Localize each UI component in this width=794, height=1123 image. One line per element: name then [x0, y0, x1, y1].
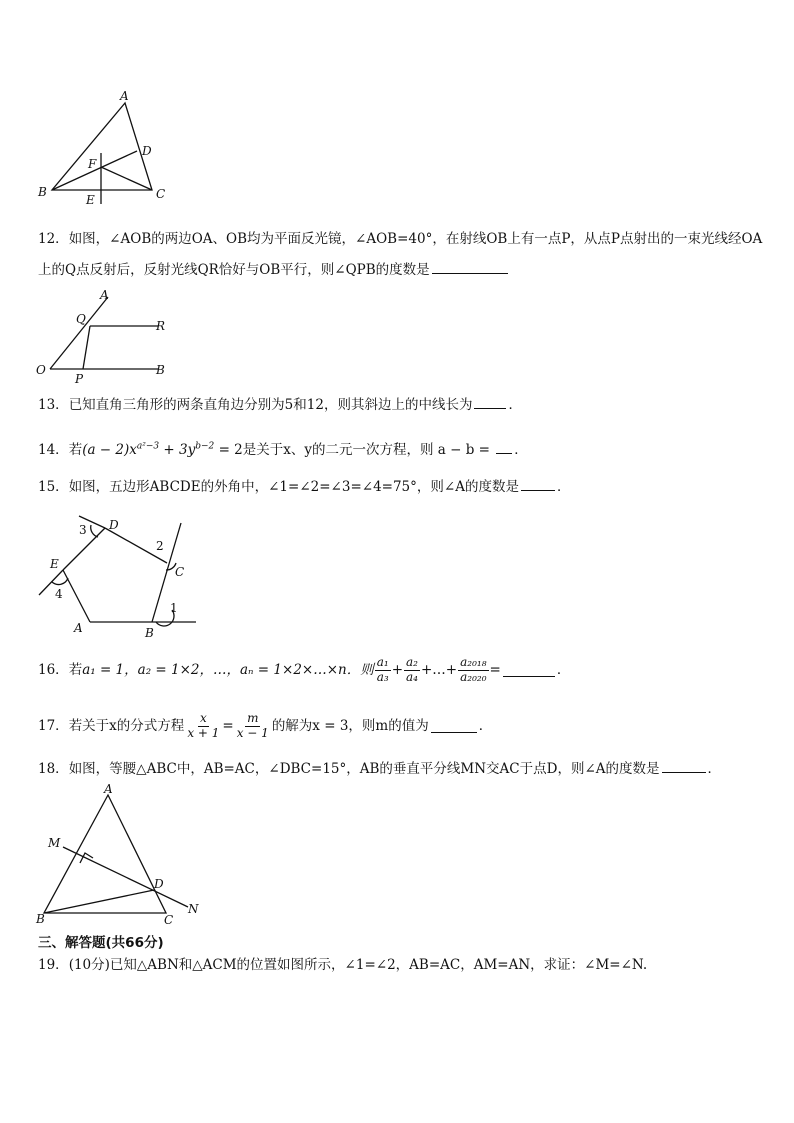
section-heading: 三、解答题(共66分)	[38, 935, 164, 951]
question-text: 已知直角三角形的两条直角边分别为5和12，则其斜边上的中线长为	[68, 397, 473, 413]
text: 若	[68, 442, 83, 458]
answer-blank[interactable]	[474, 396, 506, 409]
math-expr: =	[489, 662, 501, 679]
denominator: a₂₀₂₀	[460, 669, 487, 684]
punctuation: ．	[707, 761, 722, 777]
label-p: P	[75, 372, 84, 385]
numerator: m	[247, 711, 259, 725]
math-expr: aₙ = 1×2×…×n．则	[240, 662, 374, 679]
question-15	[38, 478, 570, 495]
fraction-right	[235, 712, 271, 741]
label-d: D	[154, 877, 164, 891]
fraction-left	[185, 712, 221, 741]
question-14	[38, 441, 528, 458]
question-text: 如图，∠AOB的两边OA、OB均为平面反光镜，∠AOB=40°，在射线OB上有一点P，从点P点射出的一束光线经OA	[68, 231, 763, 247]
label-a: A	[104, 782, 113, 796]
punctuation: ．	[508, 397, 522, 413]
denominator: a₃	[376, 669, 389, 684]
label-a: A	[100, 288, 109, 302]
label-o: O	[36, 363, 46, 377]
label-n: N	[188, 902, 199, 916]
question-text: 如图，五边形ABCDE的外角中，∠1=∠2=∠3=∠4=75°，则∠A的度数是	[68, 479, 519, 495]
question-text: (10分)已知△ABN和△ACM的位置如图所示，∠1=∠2，AB=AC，AM=AN，求证：∠M=∠N.	[68, 957, 648, 973]
question-text: 如图，等腰△ABC中，AB=AC，∠DBC=15°，AB的垂直平分线MN交AC于点D，则∠A的度数是	[68, 761, 660, 777]
question-12-line2	[38, 261, 510, 278]
figure-q18	[30, 780, 210, 928]
text: 若	[68, 662, 83, 679]
answer-blank[interactable]	[521, 478, 555, 491]
answer-blank[interactable]	[496, 441, 512, 454]
label-d: D	[142, 144, 152, 158]
label-b: B	[36, 912, 45, 926]
question-text: 是关于x、y的二元一次方程，则 a − b =	[242, 442, 495, 458]
punctuation: ．	[514, 442, 528, 458]
angle-label-4: 4	[55, 587, 63, 601]
question-number: 16．	[38, 662, 69, 679]
question-19	[38, 957, 647, 973]
answer-blank[interactable]	[431, 720, 477, 733]
angle-label-1: 1	[170, 601, 178, 615]
angle-label-2: 2	[156, 539, 164, 553]
math-expr: a₂ = 1×2，…，	[137, 662, 240, 679]
label-c: C	[175, 565, 185, 579]
question-number: 12．	[38, 231, 69, 247]
figure-q12	[30, 285, 180, 385]
question-16: 16． 若 a₁ = 1， a₂ = 1×2，…， aₙ = 1×2×…×n．则 $\frac{\text{a₁}}{\text{a₃}}$ + $\frac{\text{a₂}}{\text{a₄}}$ +…+ $\frac{\text{a₂₀₁₈}}{\text{a₂₀₂₀}}$ = ．	[38, 655, 571, 684]
label-e: E	[50, 557, 59, 571]
label-d: D	[109, 518, 119, 532]
denominator: x + 1	[187, 725, 220, 740]
math-expr: =	[222, 718, 234, 735]
denominator: a₄	[406, 669, 418, 684]
question-number: 19．	[38, 957, 69, 973]
label-a: A	[120, 89, 129, 103]
question-text: 的解为x = 3，则m的值为	[271, 718, 429, 735]
label-b: B	[38, 185, 47, 199]
punctuation: ．	[556, 662, 571, 679]
answer-blank[interactable]	[503, 664, 555, 677]
question-18	[38, 760, 721, 777]
label-c: C	[164, 913, 174, 927]
fraction-2	[404, 656, 420, 685]
label-r: R	[156, 319, 166, 333]
question-17	[38, 712, 492, 741]
question-text: 若关于x的分式方程	[68, 718, 185, 735]
label-f: F	[88, 157, 97, 171]
question-number: 13．	[38, 397, 69, 413]
label-a: A	[74, 621, 83, 635]
math-expr: +…+	[420, 662, 458, 679]
label-m: M	[48, 836, 61, 850]
question-13	[38, 396, 522, 413]
fraction-3	[458, 656, 488, 685]
punctuation: ．	[556, 479, 571, 495]
label-b: B	[145, 626, 154, 640]
label-c: C	[156, 187, 166, 201]
label-q: Q	[76, 312, 86, 326]
angle-label-3: 3	[79, 523, 87, 537]
numerator: a₂₀₁₈	[460, 655, 487, 669]
question-number: 14．	[38, 442, 69, 458]
question-number: 17．	[38, 718, 69, 735]
question-text: 上的Q点反射后，反射光线QR恰好与OB平行，则∠QPB的度数是	[38, 262, 430, 278]
math-expr: (a − 2)x	[82, 442, 137, 458]
label-e: E	[86, 193, 95, 207]
math-expr: + 3y	[159, 442, 196, 458]
question-12-line1	[38, 231, 762, 247]
figure-q11	[34, 88, 184, 210]
answer-blank[interactable]	[432, 261, 508, 274]
math-expr: a₁ = 1，	[82, 662, 138, 679]
punctuation: ．	[478, 718, 493, 735]
fraction-1	[375, 656, 391, 685]
answer-blank[interactable]	[662, 760, 706, 773]
exponent: b−2	[195, 441, 215, 452]
numerator: a₂	[406, 655, 418, 669]
label-b: B	[156, 363, 165, 377]
question-number: 15．	[38, 479, 69, 495]
figure-q15	[34, 510, 204, 640]
denominator: x − 1	[236, 725, 269, 740]
math-expr: = 2	[214, 442, 243, 458]
question-number: 18．	[38, 761, 69, 777]
exponent: a²−3	[136, 441, 160, 452]
numerator: x	[199, 711, 207, 725]
numerator: a₁	[376, 655, 389, 669]
